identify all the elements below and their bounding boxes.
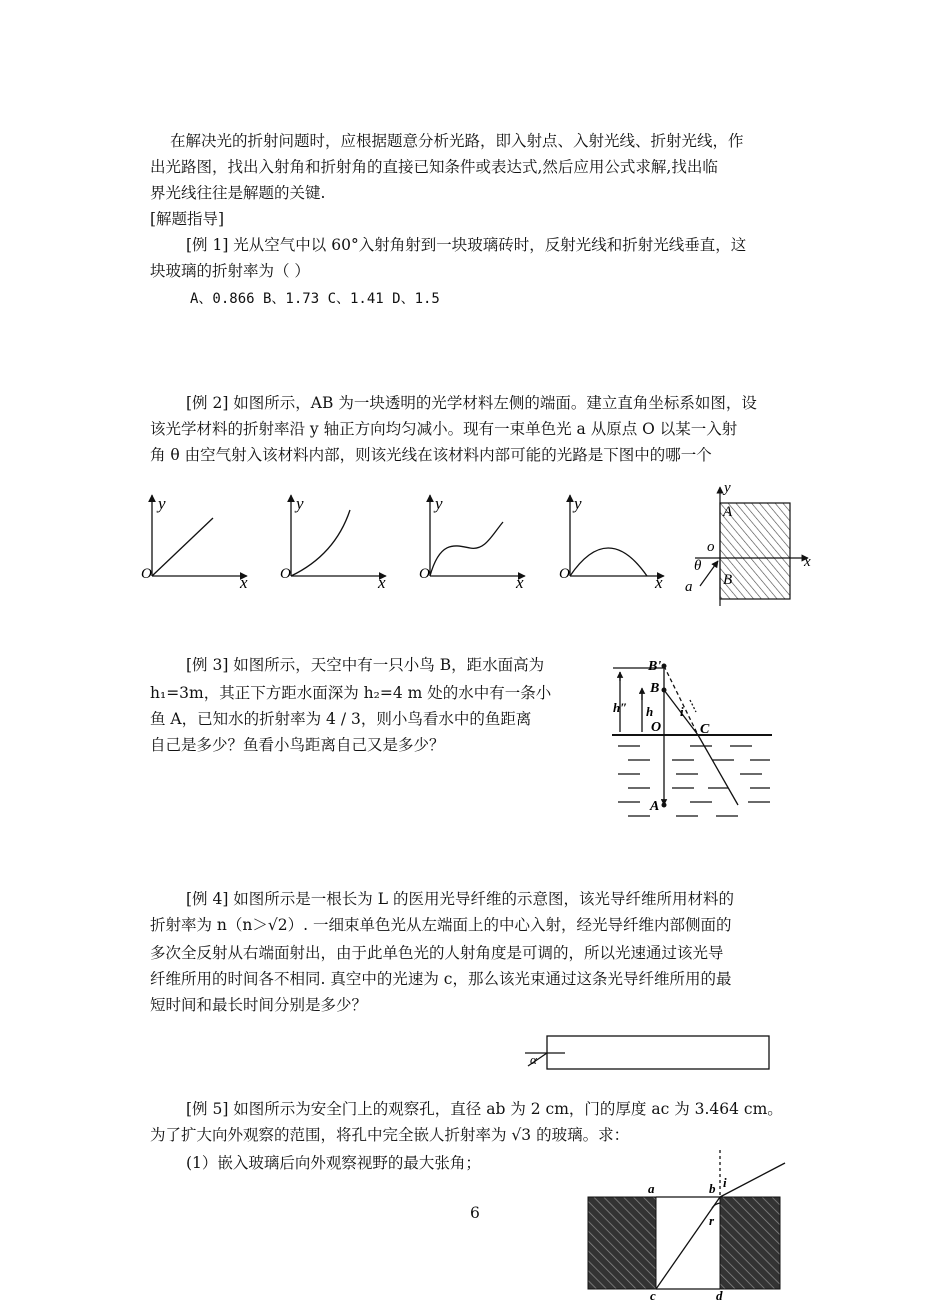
intro-line-2: 出光路图，找出入射角和折射角的直接已知条件或表达式,然后应用公式求解,找出临 (150, 158, 718, 176)
ex5-line-2: 为了扩大向外观察的范围，将孔中完全嵌人折射率为 √3 的玻璃。求： (150, 1126, 630, 1144)
material-B: B (723, 572, 733, 588)
ex4-line-2: 折射率为 n（n＞√2）. 一细束单色光从左端面上的中心入射，经光导纤维内部侧面的 (150, 916, 732, 934)
fig3-B1: B' (648, 659, 662, 674)
graph-c-origin: O (419, 566, 430, 582)
graph-option-a (152, 495, 247, 576)
fig5-b: b (709, 1181, 716, 1196)
ex3-line-4: 自己是多少？鱼看小鸟距离自己又是多少？ (150, 736, 445, 754)
material-A: A (723, 504, 733, 520)
fig5-a: a (648, 1181, 655, 1196)
ex2-line-2: 该光学材料的折射率沿 y 轴正方向均匀减小。现有一束单色光 a 从原点 O 以某一入射 (150, 420, 738, 438)
fig3-i: i (680, 704, 684, 719)
fig3-h2: h″ (613, 700, 628, 715)
ex2-line-3: 角 θ 由空气射入该材料内部，则该光线在该材料内部可能的光路是下图中的哪一个 (150, 446, 712, 464)
material-y: y (724, 480, 731, 496)
ex1-line-1: [例 1] 光从空气中以 60°入射角射到一块玻璃砖时，反射光线和折射光线垂直，这 (186, 236, 747, 254)
material-theta: θ (694, 558, 702, 574)
intro-line-1: 在解决光的折射问题时，应根据题意分析光路，即入射点、入射光线、折射光线，作 (170, 132, 744, 150)
ex1-line-2: 块玻璃的折射率为（ ） (150, 262, 310, 280)
graph-b-y: y (296, 494, 304, 513)
fig5-d: d (716, 1288, 723, 1302)
ex5-figure (580, 1145, 790, 1300)
ex4-line-1: [例 4] 如图所示是一根长为 L 的医用光导纤维的示意图，该光导纤维所用材料的 (186, 890, 734, 908)
fig5-r: r (709, 1213, 715, 1228)
graph-a-origin: O (141, 566, 152, 582)
material-o: o (707, 539, 715, 555)
fig3-A: A (650, 799, 660, 814)
fig5-c: c (650, 1288, 656, 1302)
fig5-i: i (723, 1175, 727, 1190)
graph-d-x: x (655, 573, 663, 592)
ex3-line-1: [例 3] 如图所示，天空中有一只小鸟 B，距水面高为 (186, 656, 545, 674)
fig4-alpha: α (530, 1052, 537, 1067)
graph-option-d (570, 495, 664, 576)
ex4-line-3: 多次全反射从右端面射出，由于此单色光的人射角度是可调的，所以光速通过该光导 (150, 944, 724, 962)
graph-d-y: y (574, 494, 582, 513)
page-number: 6 (470, 1204, 480, 1222)
ex4-line-5: 短时间和最长时间分别是多少？ (150, 996, 368, 1014)
graph-a-x: x (240, 573, 248, 592)
ex3-figure (610, 654, 810, 824)
section-title: [解题指导] (150, 210, 225, 228)
ex4-line-4: 纤维所用的时间各不相同. 真空中的光速为 c，那么该光束通过这条光导纤维所用的最 (150, 970, 732, 988)
graph-d-origin: O (559, 566, 570, 582)
ex5-line-3: (1）嵌入玻璃后向外观察视野的最大张角； (186, 1154, 481, 1172)
graph-a-y: y (158, 494, 166, 513)
ex2-line-1: [例 2] 如图所示，AB 为一块透明的光学材料左侧的端面。建立直角坐标系如图，设 (186, 394, 757, 412)
fig3-B: B (650, 681, 660, 696)
graph-c-x: x (516, 573, 524, 592)
graph-b-x: x (378, 573, 386, 592)
fig3-h: h (646, 704, 654, 719)
ex4-figure (520, 1030, 780, 1075)
ex5-line-1: [例 5] 如图所示为安全门上的观察孔，直径 ab 为 2 cm，门的厚度 ac 为 3.464 cm。 (186, 1100, 783, 1118)
material-x: x (804, 554, 811, 570)
material-a: a (685, 579, 693, 595)
graph-c-y: y (435, 494, 443, 513)
ex3-line-3: 鱼 A，已知水的折射率为 4 / 3，则小鸟看水中的鱼距离 (150, 710, 532, 728)
intro-line-3: 界光线往往是解题的关键. (150, 184, 326, 202)
fig3-C: C (700, 722, 710, 737)
graph-option-b (291, 495, 386, 576)
ex1-options: A、0.866 B、1.73 C、1.41 D、1.5 (190, 291, 440, 307)
graph-b-origin: O (280, 566, 291, 582)
ex3-line-2: h₁=3m，其正下方距水面深为 h₂=4 m 处的水中有一条小 (150, 684, 552, 702)
graph-option-c (430, 495, 525, 576)
ex2-figures (0, 482, 950, 622)
fig3-O: O (651, 720, 662, 735)
